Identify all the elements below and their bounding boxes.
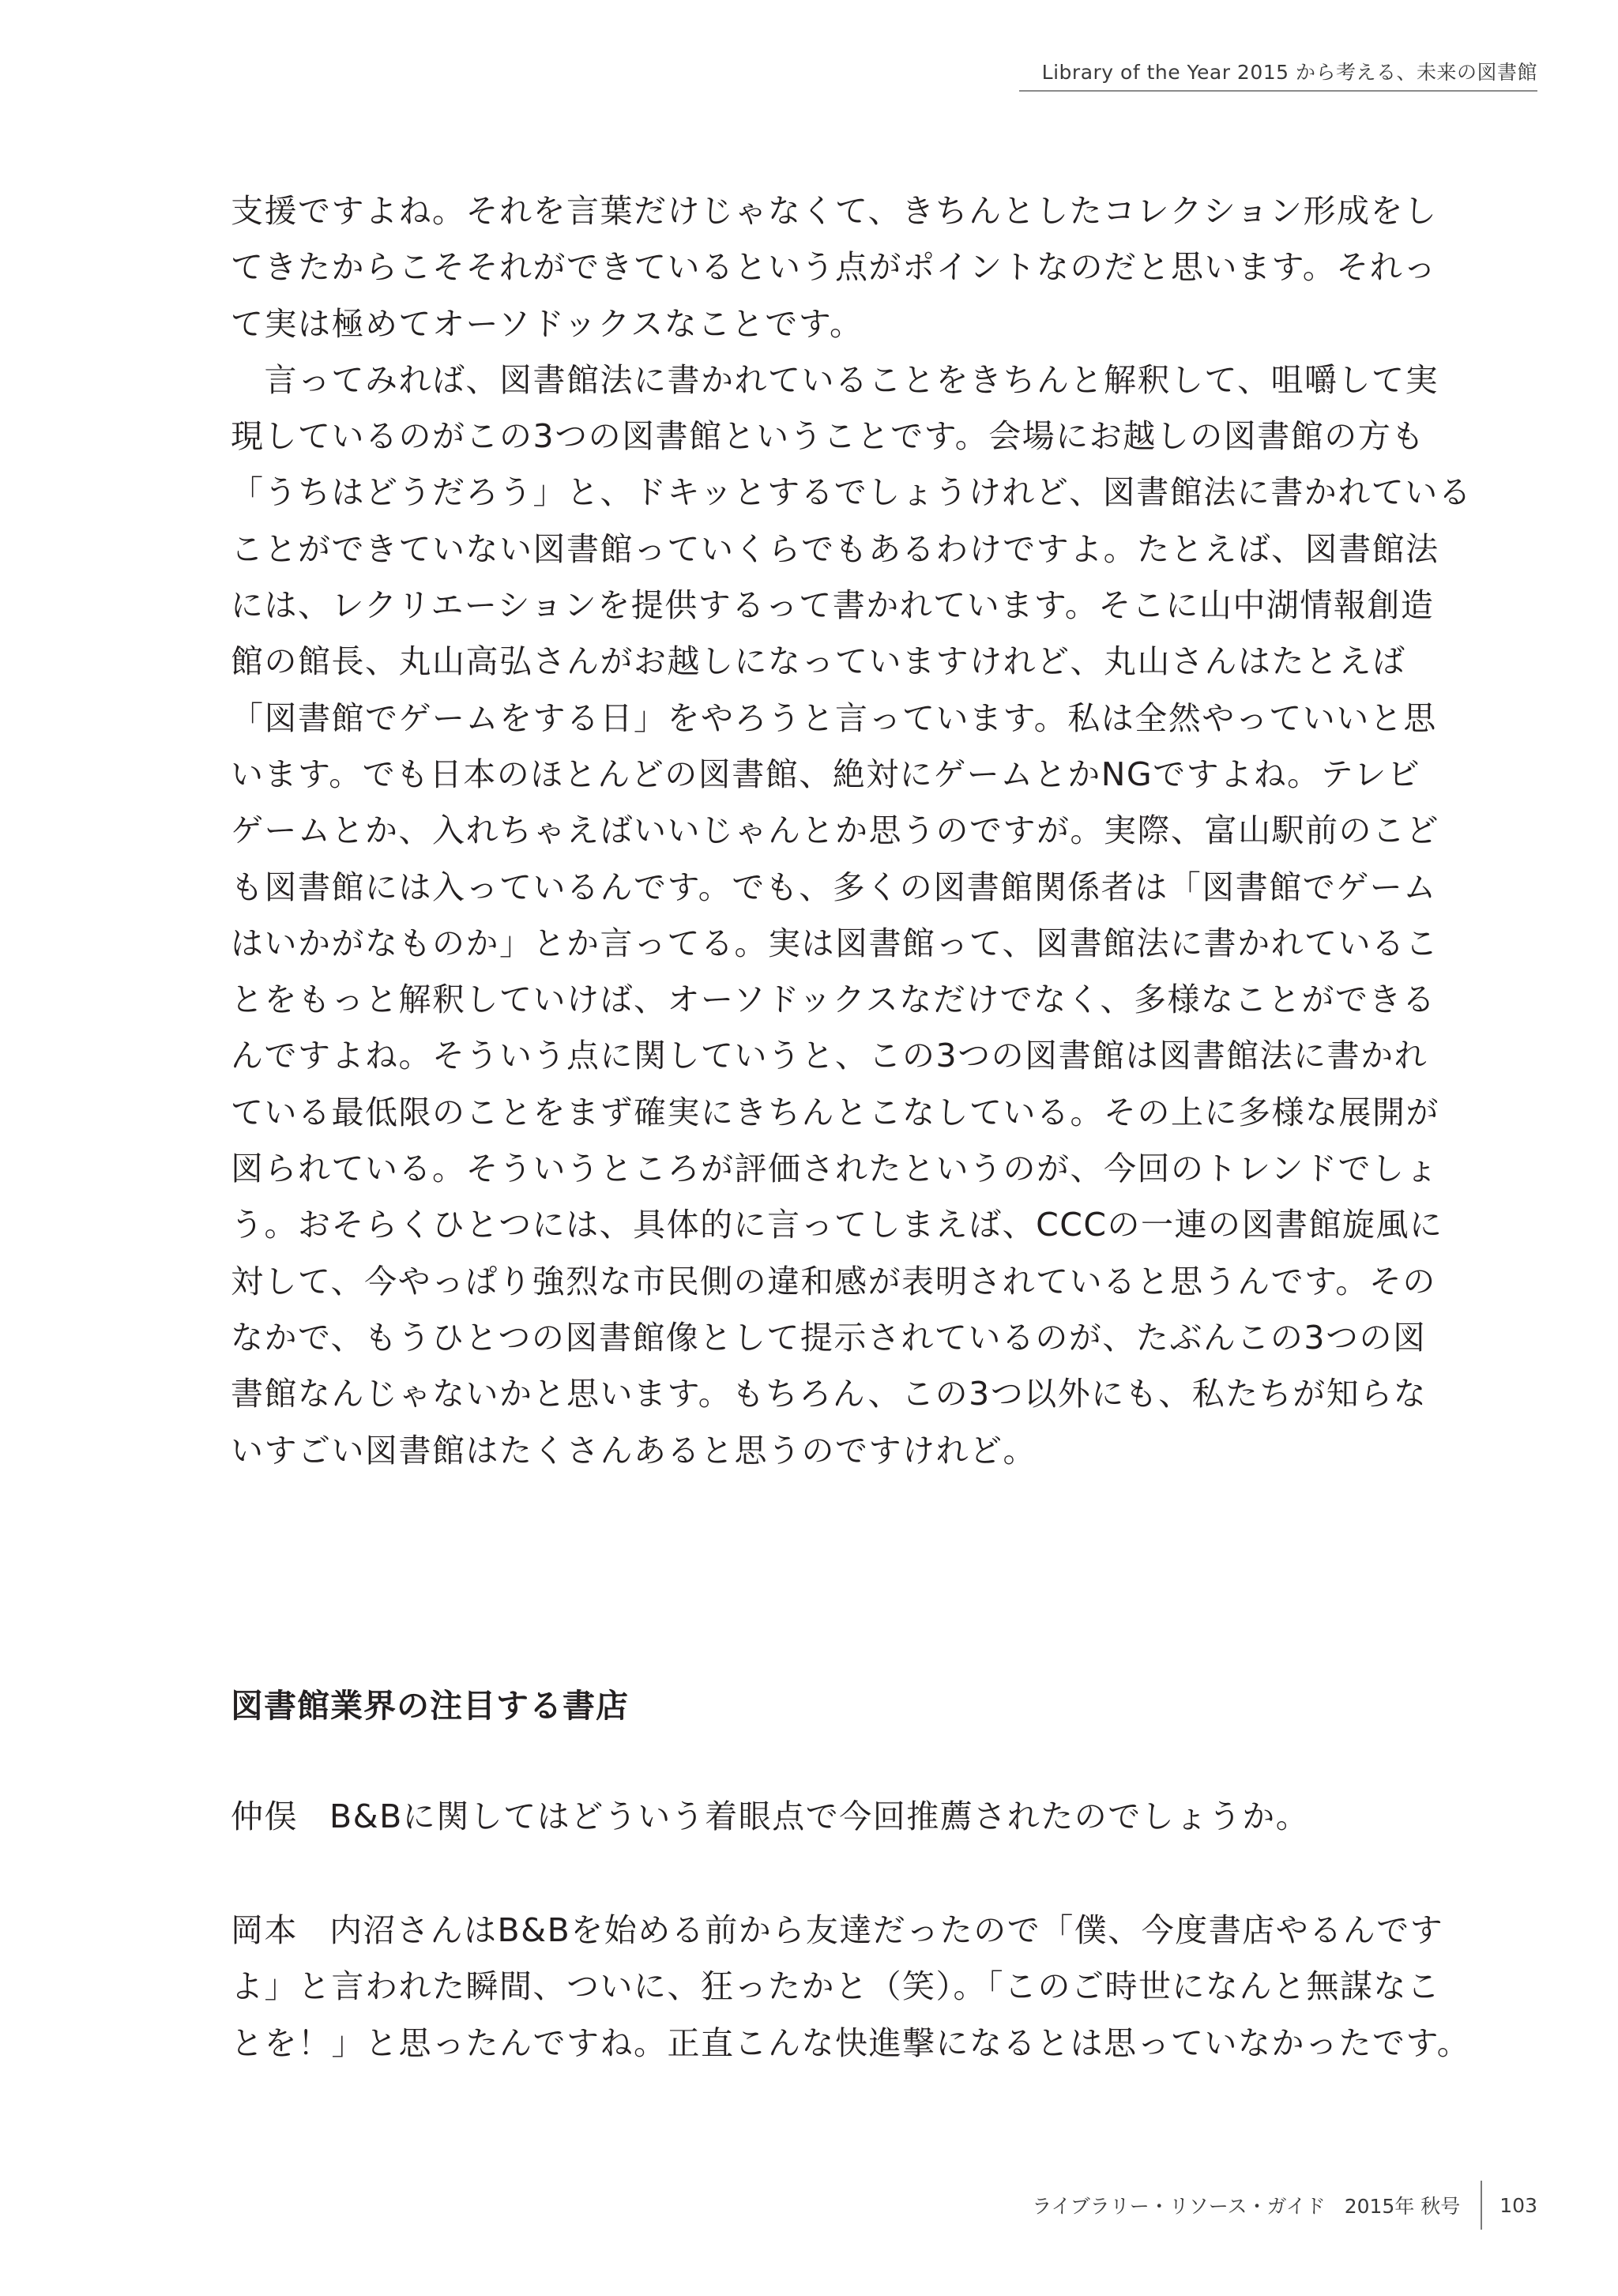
dialogue-question <box>231 1789 1400 1845</box>
speaker-name: 岡本 <box>231 1911 298 1949</box>
main-text-block <box>231 183 1473 1479</box>
dialogue-text: 内沼さんはB&Bを始める前から友達だったので「僕、今度書店やるんです よ」と言われた瞬間、ついに、狂ったかと（笑）。「このご時世になんと無謀なこ とを！」と思ったんですね。正直こんな快進撃になるとは思っていなかったです。 <box>231 1911 1471 2062</box>
page-number: 103 <box>1499 2193 1537 2217</box>
dialogue-answer <box>231 1903 1471 2072</box>
paragraph: 支援ですよね。それを言葉だけじゃなくて、きちんとしたコレクション形成をし てきたからこそそれができているという点がポイントなのだと思います。それっ て実は極めてオーソドックスなことです。 <box>231 192 1438 343</box>
page-footer <box>1032 2181 1537 2230</box>
running-header-title: Library of the Year 2015 から考える、未来の図書館 <box>1041 61 1537 84</box>
dialogue-text: B&Bに関してはどういう着眼点で今回推薦されたのでしょうか。 <box>329 1797 1310 1835</box>
paragraph: 言ってみれば、図書館法に書かれていることをきちんと解釈して、咀嚼して実 現しているのがこの3つの図書館ということです。会場にお越しの図書館の方も 「うちはどうだろう」と、ドキッとするでしょうけれど、図書館法に書かれている ことができていない図書館っていくらでもあるわけですよ。たとえば、図書館法 には、レクリエーションを提供するって書かれています。そこに山中湖情報創造 館の館長、丸山高弘さんがお越しになっていますけれど、丸山さんはたとえば 「図書館でゲームをする日」をやろうと言っています。私は全然やっていいと思 います。でも日本のほとんどの図書館、絶対にゲームとかNGですよね。テレビ ゲームとか、入れちゃえばいいじゃんとか思うのですが。実際、富山駅前のこど も図書館には入っているんです。でも、多くの図書館関係者は「図書館でゲーム はいかがなものか」とか言ってる。実は図書館って、図書館法に書かれているこ とをもっと解釈していけば、オーソドックスなだけでなく、多様なことができる んですよね。そういう点に関していうと、この3つの図書館は図書館法に書かれ ている最低限のことをまず確実にきちんとこなしている。その上に多様な展開が 図られている。そういうところが評価されたというのが、今回のトレンドでしょ う。おそらくひとつには、具体的に言ってしまえば、CCCの一連の図書館旋風に 対して、今やっぱり強烈な市民側の違和感が表明されていると思うんです。その なかで、もうひとつの図書館像として提示されているのが、たぶんこの3つの図 書館なんじゃないかと思います。もちろん、この3つ以外にも、私たちが知らな いすごい図書館はたくさんあると思うのですけれど。 <box>231 360 1473 1470</box>
footer-divider <box>1481 2181 1482 2230</box>
speaker-name: 仲俣 <box>231 1797 298 1835</box>
publication-name: ライブラリー・リソース・ガイド <box>1032 2195 1326 2218</box>
issue-label: 2015年 秋号 <box>1344 2195 1461 2218</box>
section-heading: 図書館業界の注目する書店 <box>231 1687 629 1725</box>
header-rule <box>1019 90 1537 92</box>
